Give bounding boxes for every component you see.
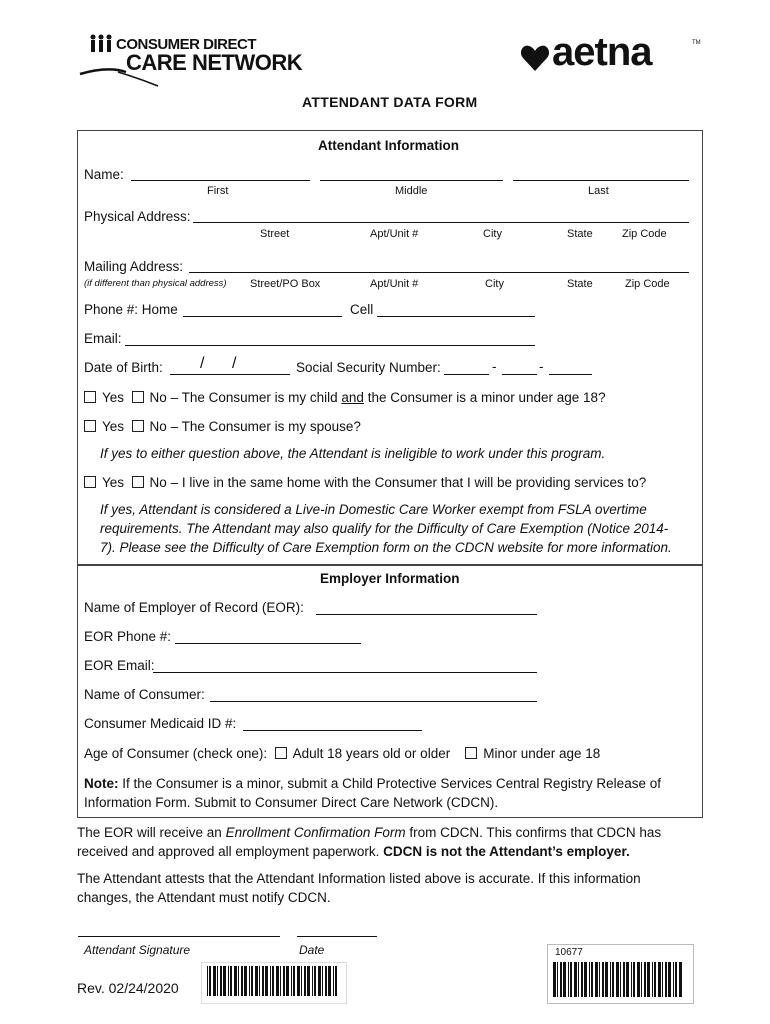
q1-text-and: and — [341, 390, 364, 405]
email-field[interactable] — [125, 345, 535, 346]
email-label: Email: — [84, 331, 122, 346]
heart-icon — [520, 44, 550, 72]
barcode-bar — [325, 966, 327, 996]
barcode-bar — [293, 966, 295, 996]
first-name-field[interactable] — [131, 180, 310, 181]
barcode-bar — [322, 966, 323, 996]
barcode-bar — [605, 962, 608, 997]
barcode-bar — [249, 966, 250, 996]
q3-text: – I live in the same home with the Consumer that I will be providing services to? — [170, 475, 647, 490]
barcode-bar — [209, 966, 211, 996]
eor-p2-a: received and approved all employment paperwork. — [77, 844, 384, 859]
q2-text: – The Consumer is my spouse? — [170, 419, 361, 434]
mailing-state-caption: State — [567, 278, 593, 290]
ssn-dash-2: - — [539, 359, 544, 374]
barcode-bar — [644, 962, 646, 997]
barcode-bar — [333, 966, 334, 996]
swoosh-icon — [78, 52, 178, 88]
form-number: 10677 — [555, 947, 583, 958]
mailing-street-caption: Street/PO Box — [250, 278, 321, 290]
barcode-bar — [581, 962, 583, 997]
barcode-left — [207, 966, 341, 996]
q3-yes-checkbox[interactable] — [84, 476, 96, 488]
barcode-bar — [673, 962, 674, 997]
barcode-bar — [658, 962, 661, 997]
barcode-bar — [297, 966, 300, 996]
age-minor-label: Minor under age 18 — [483, 746, 601, 761]
livein-note-line3: 7). Please see the Difficulty of Care Exemption form on the CDCN website for more information. — [100, 540, 672, 555]
attendant-section-title: Attendant Information — [318, 138, 459, 153]
barcode-bar — [335, 966, 337, 996]
people-icon — [88, 34, 118, 54]
ssn-label: Social Security Number: — [296, 360, 441, 375]
minor-note-line1 — [84, 776, 661, 791]
dob-label: Date of Birth: — [84, 360, 163, 375]
barcode-bar — [255, 966, 258, 996]
barcode-bar — [230, 966, 232, 996]
barcode-bar — [626, 962, 629, 997]
physical-zip-caption: Zip Code — [622, 228, 667, 240]
barcode-bar — [207, 966, 208, 996]
q1-yes-checkbox[interactable] — [84, 391, 96, 403]
eor-p2-bold: CDCN is not the Attendant’s employer. — [383, 844, 630, 859]
barcode-bar — [599, 962, 600, 997]
ssn-field-3[interactable] — [549, 374, 592, 375]
barcode-bar — [631, 962, 632, 997]
mailing-zip-caption: Zip Code — [625, 278, 670, 290]
q3-no-checkbox[interactable] — [132, 476, 144, 488]
barcode-bar — [301, 966, 302, 996]
livein-note-line1: If yes, Attendant is considered a Live-in Domestic Care Worker exempt from FSLA overtime — [100, 502, 647, 517]
eor-email-label: EOR Email: — [84, 658, 155, 673]
barcode-bar — [584, 962, 587, 997]
eor-p1-a: The EOR will receive an — [77, 825, 226, 840]
middle-name-field[interactable] — [320, 180, 503, 181]
name-label: Name: — [84, 167, 124, 182]
barcode-bar — [560, 962, 562, 997]
barcode-bar — [616, 962, 619, 997]
barcode-bar — [641, 962, 642, 997]
q3-yes-label: Yes — [102, 475, 125, 490]
age-adult-label: Adult 18 years old or older — [292, 746, 451, 761]
question-child-minor — [84, 390, 606, 405]
barcode-bar — [220, 966, 222, 996]
q1-no-checkbox[interactable] — [132, 391, 144, 403]
barcode-bar — [251, 966, 253, 996]
barcode-bar — [602, 962, 604, 997]
signature-label: Attendant Signature — [84, 943, 191, 957]
barcode-bar — [304, 966, 306, 996]
barcode-bar — [228, 966, 229, 996]
note-bold: Note: — [84, 776, 119, 791]
date-field[interactable] — [297, 936, 377, 937]
ssn-field-2[interactable] — [502, 374, 537, 375]
barcode-bar — [654, 962, 656, 997]
barcode-bar — [637, 962, 640, 997]
barcode-bar — [574, 962, 577, 997]
barcode-bar — [312, 966, 313, 996]
eor-p1-italic: Enrollment Confirmation Form — [225, 825, 406, 840]
barcode-bar — [223, 966, 226, 996]
barcode-bar — [589, 962, 590, 997]
barcode-bar — [623, 962, 625, 997]
barcode-bar — [318, 966, 321, 996]
minor-note-line2: Information Form. Submit to Consumer Direct Care Network (CDCN). — [84, 795, 499, 810]
barcode-bar — [307, 966, 310, 996]
medicaid-id-field[interactable] — [243, 730, 422, 731]
q2-yes-checkbox[interactable] — [84, 420, 96, 432]
q2-no-checkbox[interactable] — [132, 420, 144, 432]
barcode-bar — [286, 966, 289, 996]
middle-caption: Middle — [395, 185, 428, 197]
attendant-section — [77, 130, 703, 566]
barcode-bar — [675, 962, 677, 997]
barcode-bar — [570, 962, 572, 997]
barcode-bar — [238, 966, 239, 996]
barcode-bar — [241, 966, 243, 996]
aetna-logo — [520, 30, 701, 82]
question-spouse — [84, 419, 361, 434]
physical-apt-caption: Apt/Unit # — [370, 228, 419, 240]
barcode-bar — [234, 966, 237, 996]
dob-slash-1: / — [200, 355, 205, 372]
age-adult-checkbox[interactable] — [275, 747, 287, 759]
barcode-bar — [244, 966, 247, 996]
ineligible-note: If yes to either question above, the Attendant is ineligible to work under this program. — [100, 446, 606, 461]
mailing-address-field[interactable] — [189, 272, 689, 273]
mailing-note: (if different than physical address) — [84, 278, 227, 289]
barcode-bar — [314, 966, 316, 996]
barcode-bar — [291, 966, 292, 996]
physical-state-caption: State — [567, 228, 593, 240]
barcode-bar — [612, 962, 614, 997]
barcode-bar — [679, 962, 682, 997]
phone-home-label: Phone #: Home — [84, 302, 178, 317]
first-caption: First — [207, 185, 229, 197]
employer-section-title: Employer Information — [320, 571, 460, 586]
barcode-bar — [662, 962, 663, 997]
ssn-field-1[interactable] — [444, 374, 489, 375]
barcode-bar — [595, 962, 598, 997]
mailing-apt-caption: Apt/Unit # — [370, 278, 419, 290]
consumer-name-field[interactable] — [210, 701, 537, 702]
age-minor-checkbox[interactable] — [465, 747, 477, 759]
barcode-bar — [283, 966, 285, 996]
last-name-field[interactable] — [513, 180, 689, 181]
consumer-age-row — [84, 746, 600, 761]
q1-yes-label: Yes — [102, 390, 125, 405]
eor-email-field[interactable] — [153, 672, 537, 673]
barcode-bar — [557, 962, 558, 997]
barcode-bar — [553, 962, 556, 997]
q2-yes-label: Yes — [102, 419, 125, 434]
date-label: Date — [299, 943, 325, 957]
physical-city-caption: City — [483, 228, 502, 240]
barcode-bar — [259, 966, 260, 996]
phone-home-field[interactable] — [183, 316, 342, 317]
physical-address-field[interactable] — [193, 222, 689, 223]
barcode-bar — [647, 962, 650, 997]
eor-phone-field[interactable] — [175, 643, 361, 644]
consumer-name-label: Name of Consumer: — [84, 687, 205, 702]
q2-no-label: No — [149, 419, 167, 434]
dob-slash-2: / — [232, 355, 237, 372]
cdcn-logo-line2: CARE NETWORK — [126, 50, 303, 75]
physical-address-label: Physical Address: — [84, 209, 191, 224]
q1-text-pre: – The Consumer is my child — [170, 390, 342, 405]
physical-street-caption: Street — [260, 228, 290, 240]
phone-cell-field[interactable] — [377, 316, 535, 317]
eor-p1-b: from CDCN. This confirms that CDCN has — [405, 825, 662, 840]
barcode-bar — [265, 966, 268, 996]
barcode-bar — [563, 962, 566, 997]
q3-no-label: No — [149, 475, 167, 490]
barcode-bar — [652, 962, 653, 997]
barcode-bar — [272, 966, 274, 996]
medicaid-id-label: Consumer Medicaid ID #: — [84, 716, 237, 731]
last-caption: Last — [588, 185, 609, 197]
barcode-bar — [568, 962, 569, 997]
aetna-trademark: TM — [692, 40, 701, 46]
q1-text-post: the Consumer is a minor under age 18? — [363, 390, 606, 405]
phone-cell-label: Cell — [350, 302, 374, 317]
barcode-bar — [328, 966, 331, 996]
q1-no-label: No — [149, 390, 167, 405]
ssn-dash-1: - — [492, 359, 497, 374]
barcode-bar — [610, 962, 611, 997]
attest-line1: The Attendant attests that the Attendant Information listed above is accurate. If this information — [77, 871, 641, 886]
barcode-bar — [578, 962, 579, 997]
cdcn-logo — [78, 34, 303, 89]
question-live-in — [84, 475, 646, 490]
cdcn-logo-line1: CONSUMER DIRECT — [116, 36, 257, 53]
attest-line2: changes, the Attendant must notify CDCN. — [77, 890, 331, 905]
barcode-bar — [620, 962, 621, 997]
barcode-bar — [262, 966, 264, 996]
consumer-age-label: Age of Consumer (check one): — [84, 746, 268, 761]
eor-name-label: Name of Employer of Record (EOR): — [84, 600, 304, 615]
form-title: ATTENDANT DATA FORM — [302, 94, 478, 110]
barcode-bar — [276, 966, 279, 996]
livein-note-line2: requirements. The Attendant may also qualify for the Difficulty of Care Exemption (Notice 2014- — [100, 521, 669, 536]
note-text-1: If the Consumer is a minor, submit a Child Protective Services Central Registry Release of — [118, 776, 661, 791]
barcode-bar — [270, 966, 271, 996]
aetna-wordmark: aetna — [552, 30, 652, 74]
barcode-bar — [213, 966, 216, 996]
eor-paragraph-line2 — [77, 844, 630, 859]
barcode-right — [553, 962, 687, 997]
eor-phone-label: EOR Phone #: — [84, 629, 172, 644]
barcode-bar — [591, 962, 593, 997]
barcode-bar — [280, 966, 281, 996]
dob-field[interactable] — [170, 374, 290, 375]
mailing-address-label: Mailing Address: — [84, 259, 184, 274]
barcode-bar — [665, 962, 667, 997]
barcode-bar — [633, 962, 635, 997]
signature-field[interactable] — [78, 936, 280, 937]
eor-paragraph-line1 — [77, 825, 661, 840]
revision-date: Rev. 02/24/2020 — [77, 980, 179, 996]
mailing-city-caption: City — [485, 278, 504, 290]
barcode-bar — [668, 962, 671, 997]
barcode-bar — [217, 966, 218, 996]
eor-name-field[interactable] — [316, 614, 537, 615]
